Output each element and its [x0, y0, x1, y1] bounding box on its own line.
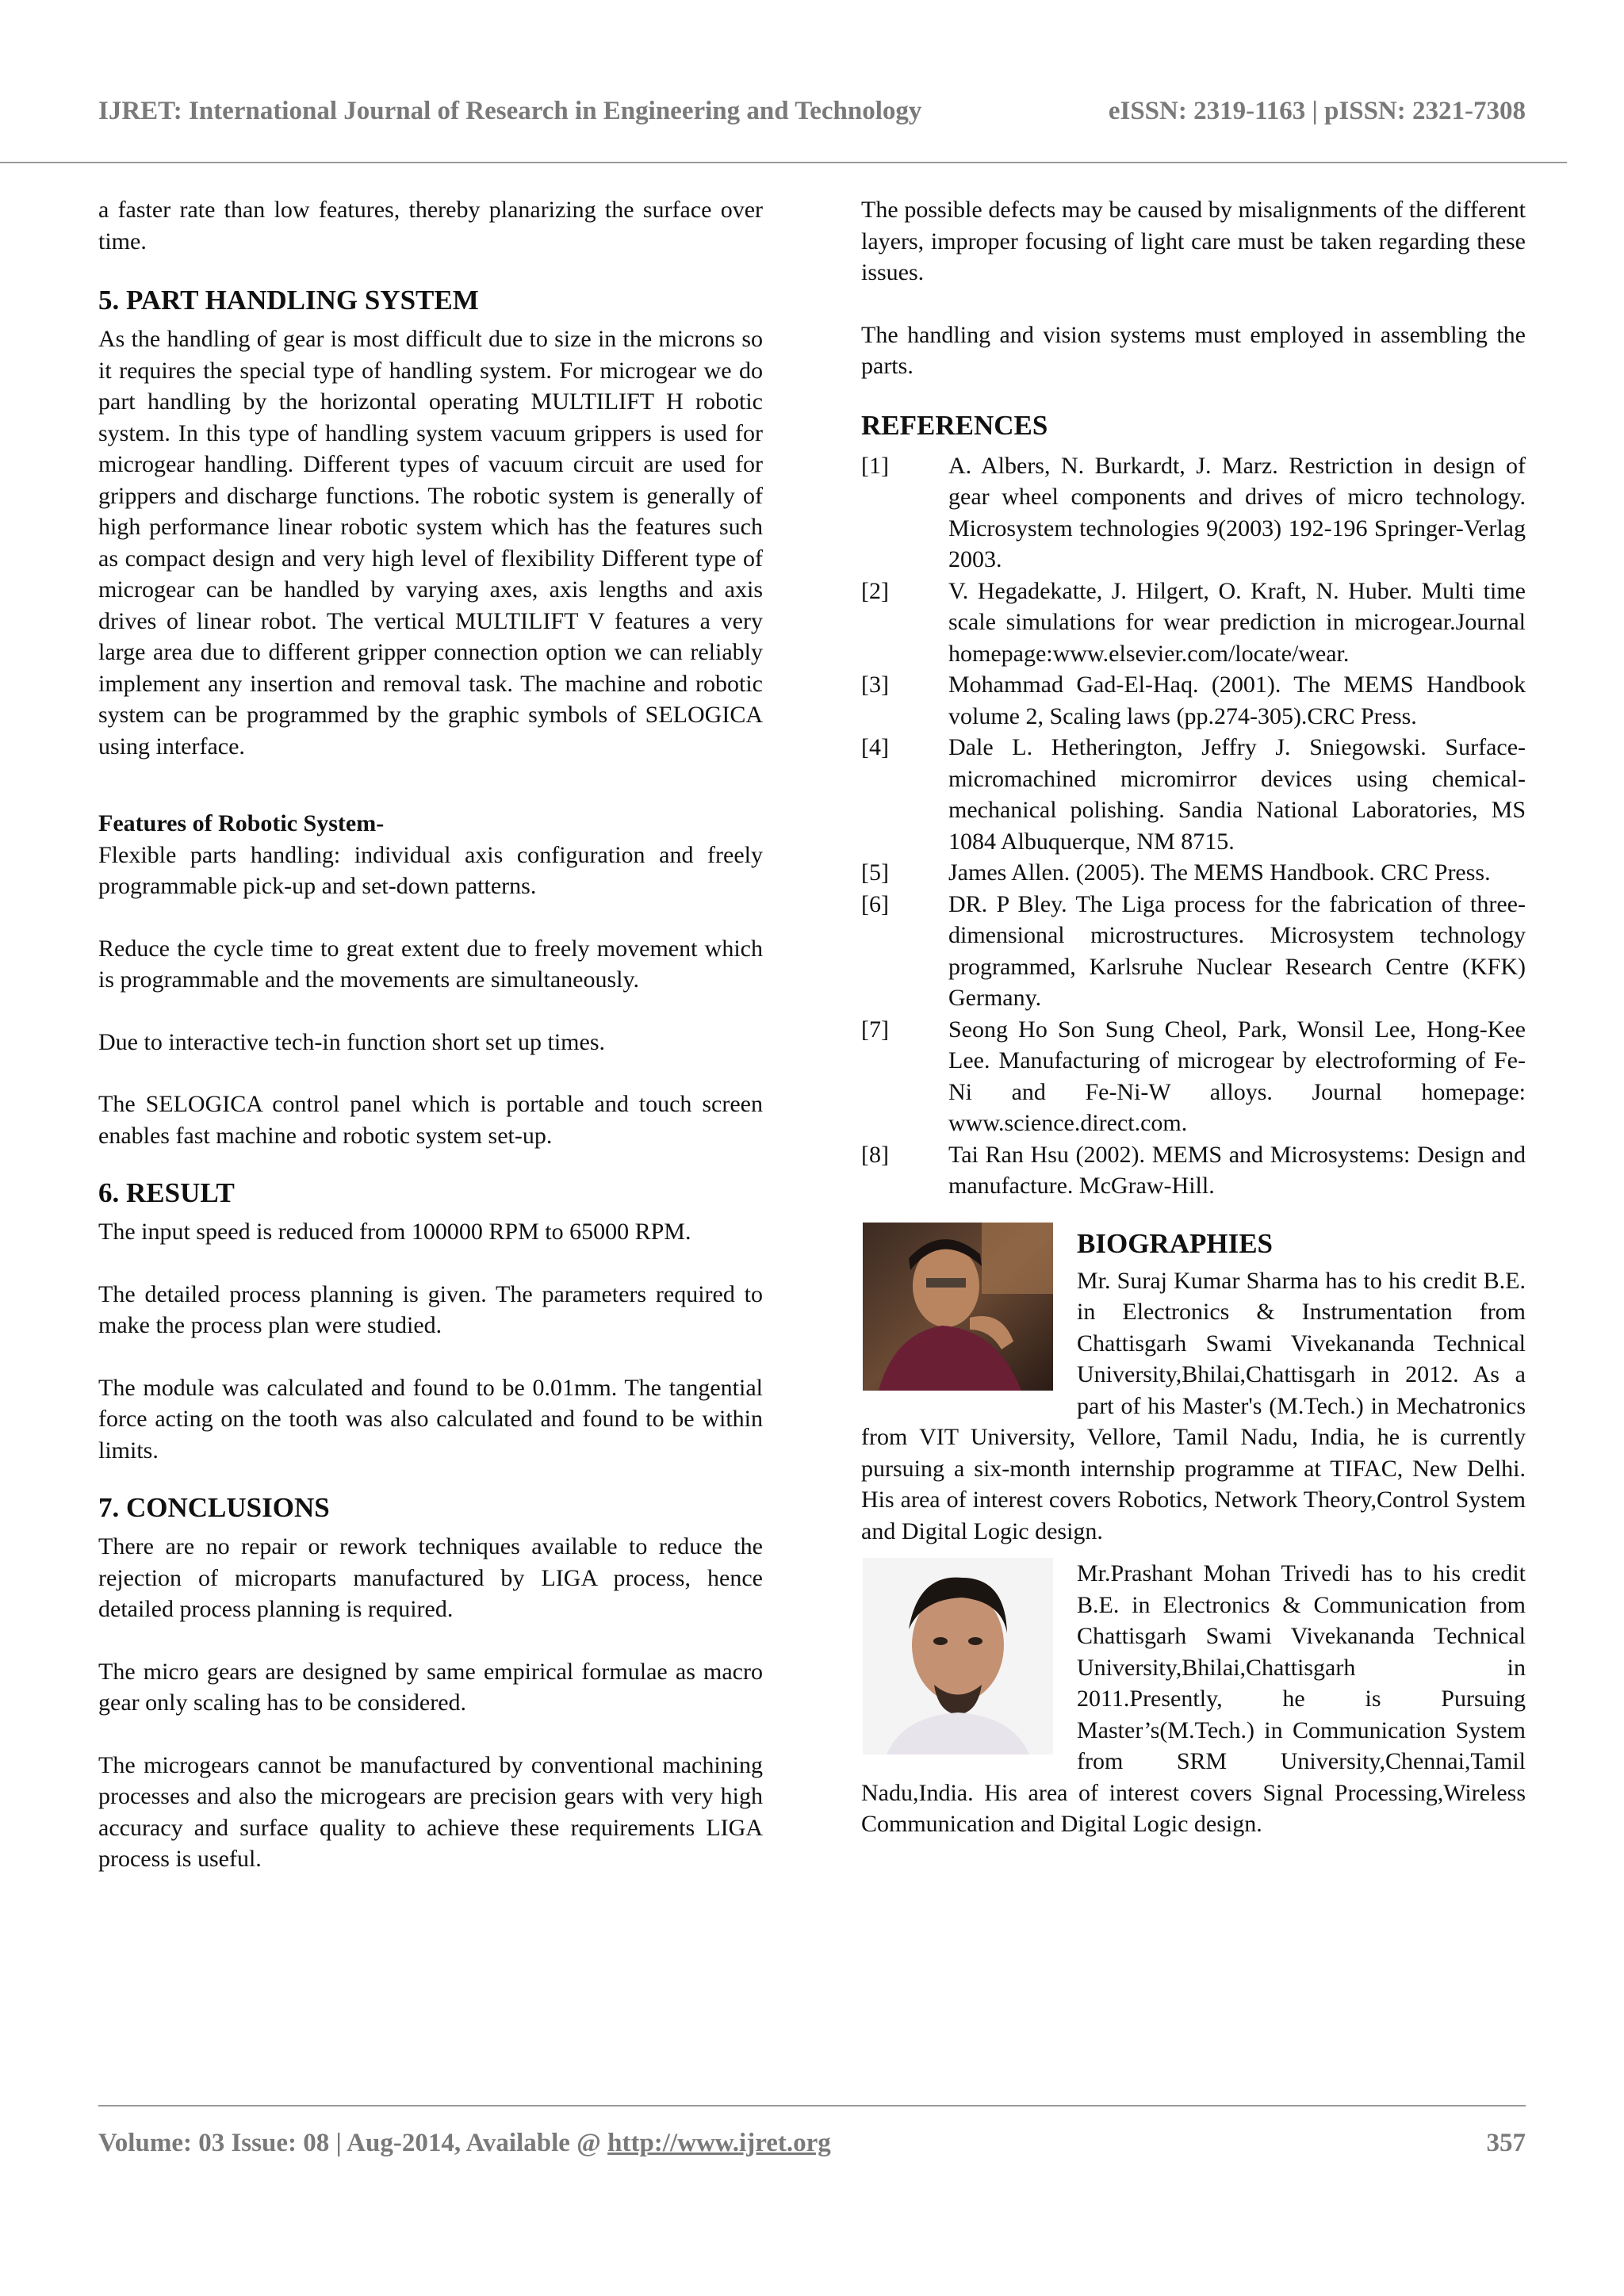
- reference-text: Mohammad Gad-El-Haq. (2001). The MEMS Handbook volume 2, Scaling laws (pp.274-305).CRC Press.: [948, 672, 1526, 729]
- reference-text: DR. P Bley. The Liga process for the fabrication of three-dimensional microstructures. Microsystem technology programmed, Karlsruhe Nuclear Research Centre (KFK) Germany.: [948, 890, 1526, 1011]
- conclusion-1: There are no repair or rework techniques available to reduce the rejection of microparts manufactured by LIGA process, hence detailed process planning is required.: [98, 1533, 763, 1622]
- reference-text: V. Hegadekatte, J. Hilgert, O. Kraft, N. Huber. Multi time scale simulations for wear prediction in microgear.Journal homepage:www.elsevier.com/locate/wear.: [948, 577, 1526, 667]
- reference-number: [3]: [861, 672, 889, 698]
- section-5-paragraph: As the handling of gear is most difficult due to size in the microns so it requires the special type of handling system. For microgear we do part handling by the horizontal operating MULTILIFT H robotic system. In this type of handling system vacuum grippers is used for microgear handling. Different types of vacuum circuit are used for grippers and discharge functions. The robotic system is generally of high performance linear robotic system which has the features such as compact design and very high level of flexibility Different type of microgear can be handled by varying axes, axis lengths and axis drives of linear robot. The vertical MULTILIFT V features a very large area due to different gripper connection option we can reliably implement any insertion and removal task. The machine and robotic system can be programmed by the graphic symbols of SELOGICA using interface.: [98, 326, 763, 760]
- reference-item: [861, 1014, 1526, 1139]
- references-title: REFERENCES: [861, 409, 1048, 441]
- section-5-title: 5. PART HANDLING SYSTEM: [98, 285, 479, 316]
- reference-number: [4]: [861, 734, 889, 760]
- reference-number: [8]: [861, 1141, 889, 1168]
- reference-text: Dale L. Hetherington, Jeffry J. Sniegowski. Surface-micromachined micromirror devices using chemical-mechanical polishing. Sandia National Laboratories, MS 1084 Albuquerque, NM 8715.: [948, 734, 1526, 855]
- reference-text: Seong Ho Son Sung Cheol, Park, Wonsil Lee, Hong-Kee Lee. Manufacturing of microgear by electroforming of Fe-Ni and Fe-Ni-W alloys. Journal homepage: www.science.direct.com.: [948, 1016, 1526, 1136]
- reference-item: [861, 857, 1526, 889]
- volume-text: Volume: 03 Issue: 08 | Aug-2014, Available @: [98, 2129, 608, 2157]
- reference-number: [1]: [861, 452, 889, 479]
- section-7-title: 7. CONCLUSIONS: [98, 1492, 330, 1523]
- biography-1-text: Mr. Suraj Kumar Sharma has to his credit B.E. in Electronics & Instrumentation from Chattisgarh Swami Vivekananda Technical University,Bhilai,Chattisgarh in 2012. As a part of his Master's (M.Tech.) in Mechatronics from VIT University, Vellore, Tamil Nadu, India, he is currently pursuing a six-month internship programme at TIFAC, New Delhi. His area of interest covers Robotics, Network Theory,Control System and Digital Logic design.: [861, 1267, 1526, 1544]
- issn: eISSN: 2319-1163 | pISSN: 2321-7308: [1108, 97, 1526, 125]
- page-footer: [98, 2129, 1526, 2168]
- reference-text: James Allen. (2005). The MEMS Handbook. CRC Press.: [948, 859, 1491, 886]
- result-3: The module was calculated and found to be 0.01mm. The tangential force acting on the tooth was also calculated and found to be within limits.: [98, 1374, 763, 1464]
- features-title: Features of Robotic System-: [98, 810, 385, 836]
- references-list: [861, 450, 1526, 1202]
- author-photo-2: [863, 1558, 1053, 1755]
- intro-paragraph: a faster rate than low features, thereby planarizing the surface over time.: [98, 197, 763, 254]
- journal-link[interactable]: http://www.ijret.org: [607, 2129, 831, 2157]
- result-1: The input speed is reduced from 100000 RPM to 65000 RPM.: [98, 1219, 691, 1245]
- reference-item: [861, 576, 1526, 670]
- right-column: [861, 194, 1526, 1840]
- biography-2-text: Mr.Prashant Mohan Trivedi has to his credit B.E. in Electronics & Communication from Chattisgarh Swami Vivekananda Technical University,Bhilai,Chattisgarh in 2011.Presently, he is Pursuing Master’s(M.Tech.) in Communication System from SRM University,Chennai,Tamil Nadu,India. His area of interest covers Signal Processing,Wireless Communication and Digital Logic design.: [861, 1560, 1526, 1837]
- conclusion-2: The micro gears are designed by same empirical formulae as macro gear only scaling has to be considered.: [98, 1658, 763, 1716]
- biography-2: [861, 1558, 1526, 1840]
- reference-item: [861, 450, 1526, 576]
- reference-item: [861, 669, 1526, 732]
- feature-4: The SELOGICA control panel which is portable and touch screen enables fast machine and robotic system set-up.: [98, 1091, 763, 1149]
- handling-paragraph: The handling and vision systems must employed in assembling the parts.: [861, 321, 1526, 379]
- page-number: 357: [1486, 2129, 1526, 2157]
- section-6-title: 6. RESULT: [98, 1177, 235, 1208]
- feature-1: Flexible parts handling: individual axis configuration and freely programmable pick-up and set-down patterns.: [98, 841, 763, 899]
- footer-rule: [98, 2105, 1526, 2107]
- header-rule: [0, 162, 1567, 163]
- reference-number: [5]: [861, 859, 889, 886]
- feature-2: Reduce the cycle time to great extent due to freely movement which is programmable and the movements are simultaneously.: [98, 935, 763, 993]
- page-header: [98, 97, 1526, 136]
- biographies-title: BIOGRAPHIES: [1077, 1227, 1273, 1259]
- result-2: The detailed process planning is given. The parameters required to make the process plan were studied.: [98, 1280, 763, 1338]
- reference-item: [861, 732, 1526, 857]
- reference-number: [2]: [861, 577, 889, 604]
- conclusion-3: The microgears cannot be manufactured by conventional machining processes and also the microgears are precision gears with very high accuracy and surface quality to achieve these requirements LIGA process is useful.: [98, 1751, 763, 1872]
- left-column: [98, 194, 763, 1875]
- reference-text: A. Albers, N. Burkardt, J. Marz. Restriction in design of gear wheel components and drives of micro technology. Microsystem technologies 9(2003) 192-196 Springer-Verlag 2003.: [948, 452, 1526, 572]
- feature-3: Due to interactive tech-in function short set up times.: [98, 1028, 605, 1055]
- footer-volume: [98, 2129, 831, 2158]
- reference-text: Tai Ran Hsu (2002). MEMS and Microsystems: Design and manufacture. McGraw-Hill.: [948, 1141, 1526, 1199]
- reference-number: [7]: [861, 1016, 889, 1043]
- biography-1: [861, 1223, 1526, 1548]
- reference-item: [861, 1139, 1526, 1202]
- journal-title: IJRET: International Journal of Research in Engineering and Technology: [98, 97, 922, 125]
- reference-item: [861, 889, 1526, 1014]
- reference-number: [6]: [861, 890, 889, 917]
- author-photo-1: [863, 1223, 1053, 1391]
- defects-paragraph: The possible defects may be caused by misalignments of the different layers, improper focusing of light care must be taken regarding these issues.: [861, 197, 1526, 285]
